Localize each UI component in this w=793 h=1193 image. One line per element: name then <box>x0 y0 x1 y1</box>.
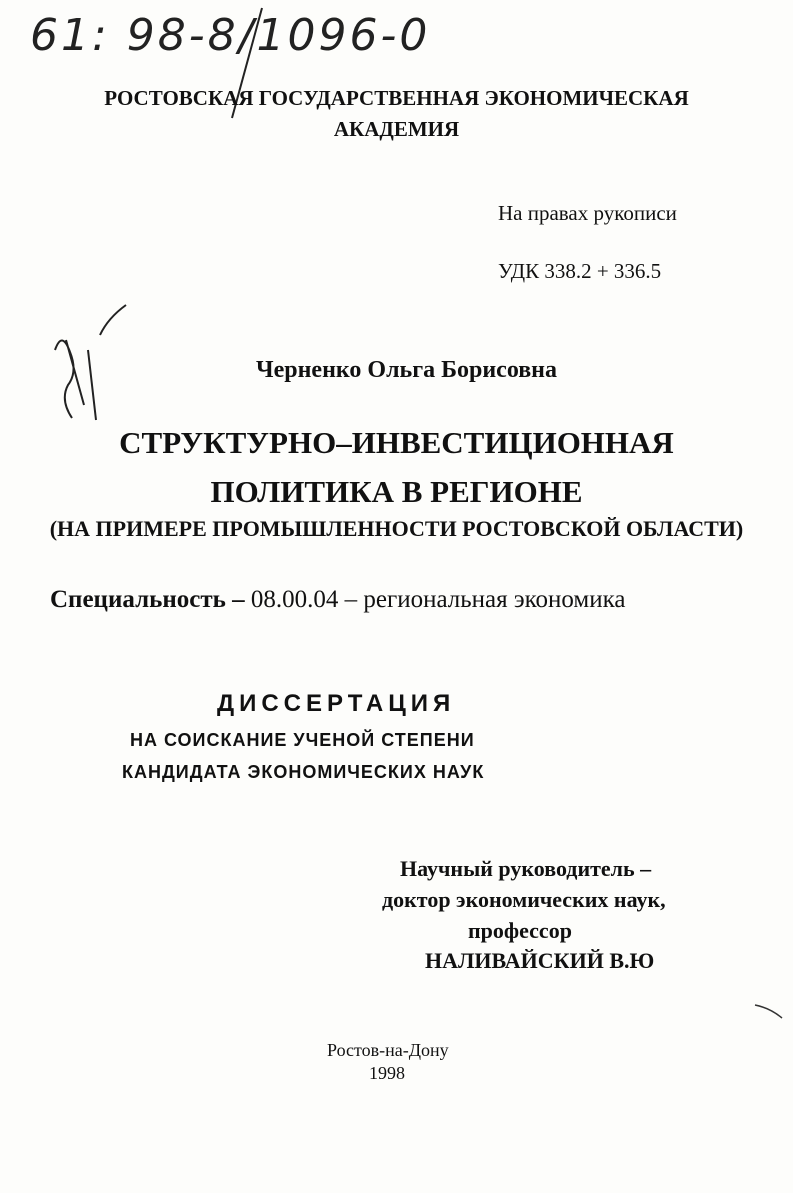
author-name: Черненко Ольга Борисовна <box>255 357 558 383</box>
specialty-value: 08.00.04 – региональная экономика <box>250 586 626 613</box>
edge-mark <box>755 1005 782 1018</box>
institution-line2: АКАДЕМИЯ <box>333 117 460 141</box>
institution-line1: РОСТОВСКАЯ ГОСУДАРСТВЕННАЯ ЭКОНОМИЧЕСКАЯ <box>104 86 689 110</box>
specialty-label: Специальность – <box>50 586 245 613</box>
supervisor-name: НАЛИВАЙСКИЙ В.Ю <box>425 948 655 973</box>
handwritten-archive-code: 61: 98-8/1096-0 <box>30 10 431 61</box>
footer-year: 1998 <box>369 1063 405 1083</box>
dissertation-line1: НА СОИСКАНИЕ УЧЕНОЙ СТЕПЕНИ <box>130 730 475 750</box>
footer-city: Ростов-на-Дону <box>327 1040 449 1060</box>
title-line2: ПОЛИТИКА В РЕГИОНЕ <box>210 474 583 509</box>
rights-note: На правах рукописи <box>498 201 677 225</box>
specialty-line <box>50 586 625 614</box>
udc-code: УДК 338.2 + 336.5 <box>498 259 662 283</box>
dissertation-heading: ДИССЕРТАЦИЯ <box>217 690 456 717</box>
title-line3: (НА ПРИМЕРЕ ПРОМЫШЛЕННОСТИ РОСТОВСКОЙ ОБЛАСТИ) <box>49 516 744 541</box>
dissertation-line2: КАНДИДАТА ЭКОНОМИЧЕСКИХ НАУК <box>122 762 485 782</box>
title-line1: СТРУКТУРНО–ИНВЕСТИЦИОННАЯ <box>119 425 674 460</box>
supervisor-line2: доктор экономических наук, <box>382 887 666 912</box>
supervisor-line1: Научный руководитель – <box>400 856 652 881</box>
supervisor-line3: профессор <box>468 918 572 943</box>
